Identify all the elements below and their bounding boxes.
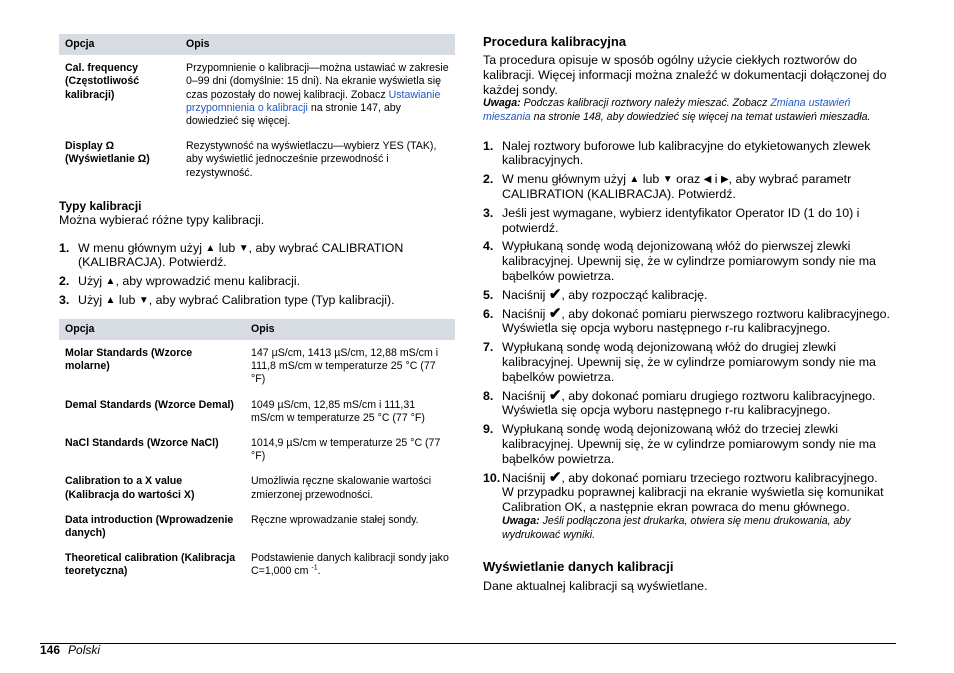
display-section-text: Dane aktualnej kalibracji są wyświetlane. (483, 579, 708, 594)
table-header-description: Opis (180, 34, 455, 55)
section-heading-display-calibration-data: Wyświetlanie danych kalibracji (483, 559, 674, 575)
table-header-option: Opcja (59, 319, 245, 340)
option-name: NaCl Standards (Wzorce NaCl) (65, 437, 219, 450)
table-header-option: Opcja (59, 34, 180, 55)
step-note: Uwaga: Jeśli podłączona jest drukarka, otwiera się menu drukowania, aby wydrukować wyniki. (502, 514, 851, 541)
table-row (59, 468, 455, 506)
option-description: 147 µS/cm, 1413 µS/cm, 12,88 mS/cm i 111,8 mS/cm w temperaturze 25 °C (77 °F) (251, 347, 439, 386)
right-column (483, 34, 896, 594)
option-description: Rezystywność na wyświetlaczu—wybierz YES (TAK), aby wyświetlić jednocześnie przewodność i rezystywność. (186, 140, 437, 179)
list-item: 2. W menu głównym użyj ▲ lub ▼ oraz ◀ i ▶, aby wybrać parametr CALIBRATION (KALIBRACJA). Potwierdź. (483, 172, 852, 201)
option-description: 1049 µS/cm, 12,85 mS/cm i 111,31 mS/cm w temperaturze 25 °C (77 °F) (251, 398, 425, 424)
option-description: Przypomnienie o kalibracji—można ustawiać w zakresie 0–99 dni (domyślnie: 15 dni). Na ekranie wyświetla się czas pozostały do nowej kalibracji. Zobacz Ustawianie przypomnienia o kalibracji na stronie 147, aby dowiedzieć się więcej. (186, 62, 449, 128)
list-item: 9. Wypłukaną sondę wodą dejonizowaną włóż do trzeciej zlewki kalibracyjnej. Upewnij się, że w cylindrze pomiarowym sondy nie ma bąbelków powietrza. (483, 422, 876, 466)
table-row (59, 430, 455, 468)
table-row (59, 545, 455, 583)
section-heading-calibration-types: Typy kalibracji (59, 198, 142, 213)
table-row (59, 340, 455, 392)
option-description: 1014,9 µS/cm w temperaturze 25 °C (77 °F) (251, 437, 441, 463)
link-calibration-reminder[interactable]: Ustawianie przypomnienia o kalibracji (186, 88, 441, 114)
table-header-description: Opis (245, 319, 455, 340)
down-arrow-icon: ▼ (238, 242, 249, 254)
up-arrow-icon: ▲ (205, 242, 216, 254)
section-intro: Można wybierać różne typy kalibracji. (59, 212, 265, 227)
checkmark-icon: ✔ (548, 386, 562, 404)
list-item: 6. Naciśnij ✔, aby dokonać pomiaru pierwszego roztworu kalibracyjnego. Wyświetla się opcja wyboru następnego r-ru kalibracyjnego. (483, 304, 890, 336)
checkmark-icon: ✔ (548, 468, 562, 486)
procedure-note: Uwaga: Podczas kalibracji roztwory należy mieszać. Zobacz Zmiana ustawień mieszania na stronie 148, aby dowiedzieć się więcej na temat ustawień mieszadła. (483, 97, 871, 123)
options-table-calibration-settings (59, 34, 455, 185)
footer-divider (40, 643, 896, 644)
option-description: Ręczne wprowadzanie stałej sondy. (251, 513, 419, 526)
option-name: Data introduction (Wprowadzenie danych) (65, 513, 234, 540)
up-arrow-icon: ▲ (105, 295, 116, 307)
list-item: 7. Wypłukaną sondę wodą dejonizowaną włóż do drugiej zlewki kalibracyjnej. Upewnij się, że w cylindrze pomiarowym sondy nie ma bąbelków powietrza. (483, 340, 876, 384)
list-item: 4. Wypłukaną sondę wodą dejonizowaną włóż do pierwszej zlewki kalibracyjnej. Upewnij się, że w cylindrze pomiarowym sondy nie ma bąbelków powietrza. (483, 239, 876, 283)
right-arrow-icon: ▶ (720, 174, 729, 186)
page-footer (40, 643, 100, 657)
types-steps-list (59, 241, 455, 308)
option-name: Cal. frequency (Częstotliwość kalibracji) (65, 62, 140, 101)
option-name: Display Ω (Wyświetlanie Ω) (65, 140, 150, 166)
list-item: 1. Nalej roztwory buforowe lub kalibracyjne do etykietowanych zlewek kalibracyjnych. (483, 138, 871, 168)
footer-language: Polski (68, 643, 101, 657)
checkmark-icon: ✔ (548, 304, 562, 322)
procedure-steps-list (483, 139, 896, 543)
left-arrow-icon: ◀ (703, 174, 712, 186)
list-item: 8. Naciśnij ✔, aby dokonać pomiaru drugiego roztworu kalibracyjnego. Wyświetla się opcja wyboru następnego r-ru kalibracyjnego. (483, 386, 876, 418)
checkmark-icon: ✔ (548, 285, 562, 303)
options-table-calibration-types (59, 319, 455, 584)
list-item: 3. Użyj ▲ lub ▼, aby wybrać Calibration type (Typ kalibracji). (59, 293, 395, 308)
list-item: 3. Jeśli jest wymagane, wybierz identyfikator Operator ID (1 do 10) i potwierdź. (483, 205, 860, 235)
up-arrow-icon: ▲ (105, 276, 116, 288)
list-item: 10. Naciśnij ✔, aby dokonać pomiaru trzeciego roztworu kalibracyjnego. W przypadku poprawnej kalibracji na ekranie wyświetla się komunikat Calibration OK, a następnie ekran powraca do menu głównego. Uwaga: Jeśli podłączona jest drukarka, otwiera się menu drukowania, aby wydrukować wyniki. (483, 471, 896, 543)
section-heading-calibration-procedure: Procedura kalibracyjna (483, 34, 627, 49)
list-item: 1. W menu głównym użyj ▲ lub ▼, aby wybrać CALIBRATION (KALIBRACJA). Potwierdź. (59, 240, 404, 270)
table-row (59, 507, 455, 545)
link-stirring-settings[interactable]: Zmiana ustawień mieszania (483, 97, 851, 123)
list-item: 5. Naciśnij ✔, aby rozpocząć kalibrację. (483, 285, 708, 303)
procedure-intro: Ta procedura opisuje w sposób ogólny użycie ciekłych roztworów do kalibracji. Więcej informacji można znaleźć w dokumentacji dołączonej do każdej sondy. (483, 53, 887, 97)
table-row (59, 55, 455, 133)
list-item: 2. Użyj ▲, aby wprowadzić menu kalibracji. (59, 274, 301, 289)
option-description: Podstawienie danych kalibracji sondy jako C=1,000 cm $^{-1}$. (251, 552, 449, 578)
down-arrow-icon: ▼ (138, 295, 149, 307)
up-arrow-icon: ▲ (629, 174, 640, 186)
down-arrow-icon: ▼ (662, 174, 673, 186)
option-name: Demal Standards (Wzorce Demal) (65, 398, 234, 411)
left-column (59, 34, 455, 584)
table-row (59, 392, 455, 430)
option-description: Umożliwia ręczne skalowanie wartości zmierzonej przewodności. (251, 475, 432, 501)
option-name: Calibration to a X value (Kalibracja do wartości X) (65, 475, 195, 501)
option-name: Theoretical calibration (Kalibracja teoretyczna) (65, 552, 236, 578)
table-row (59, 133, 455, 185)
page-number: 146 (40, 643, 61, 657)
option-name: Molar Standards (Wzorce molarne) (65, 347, 193, 373)
